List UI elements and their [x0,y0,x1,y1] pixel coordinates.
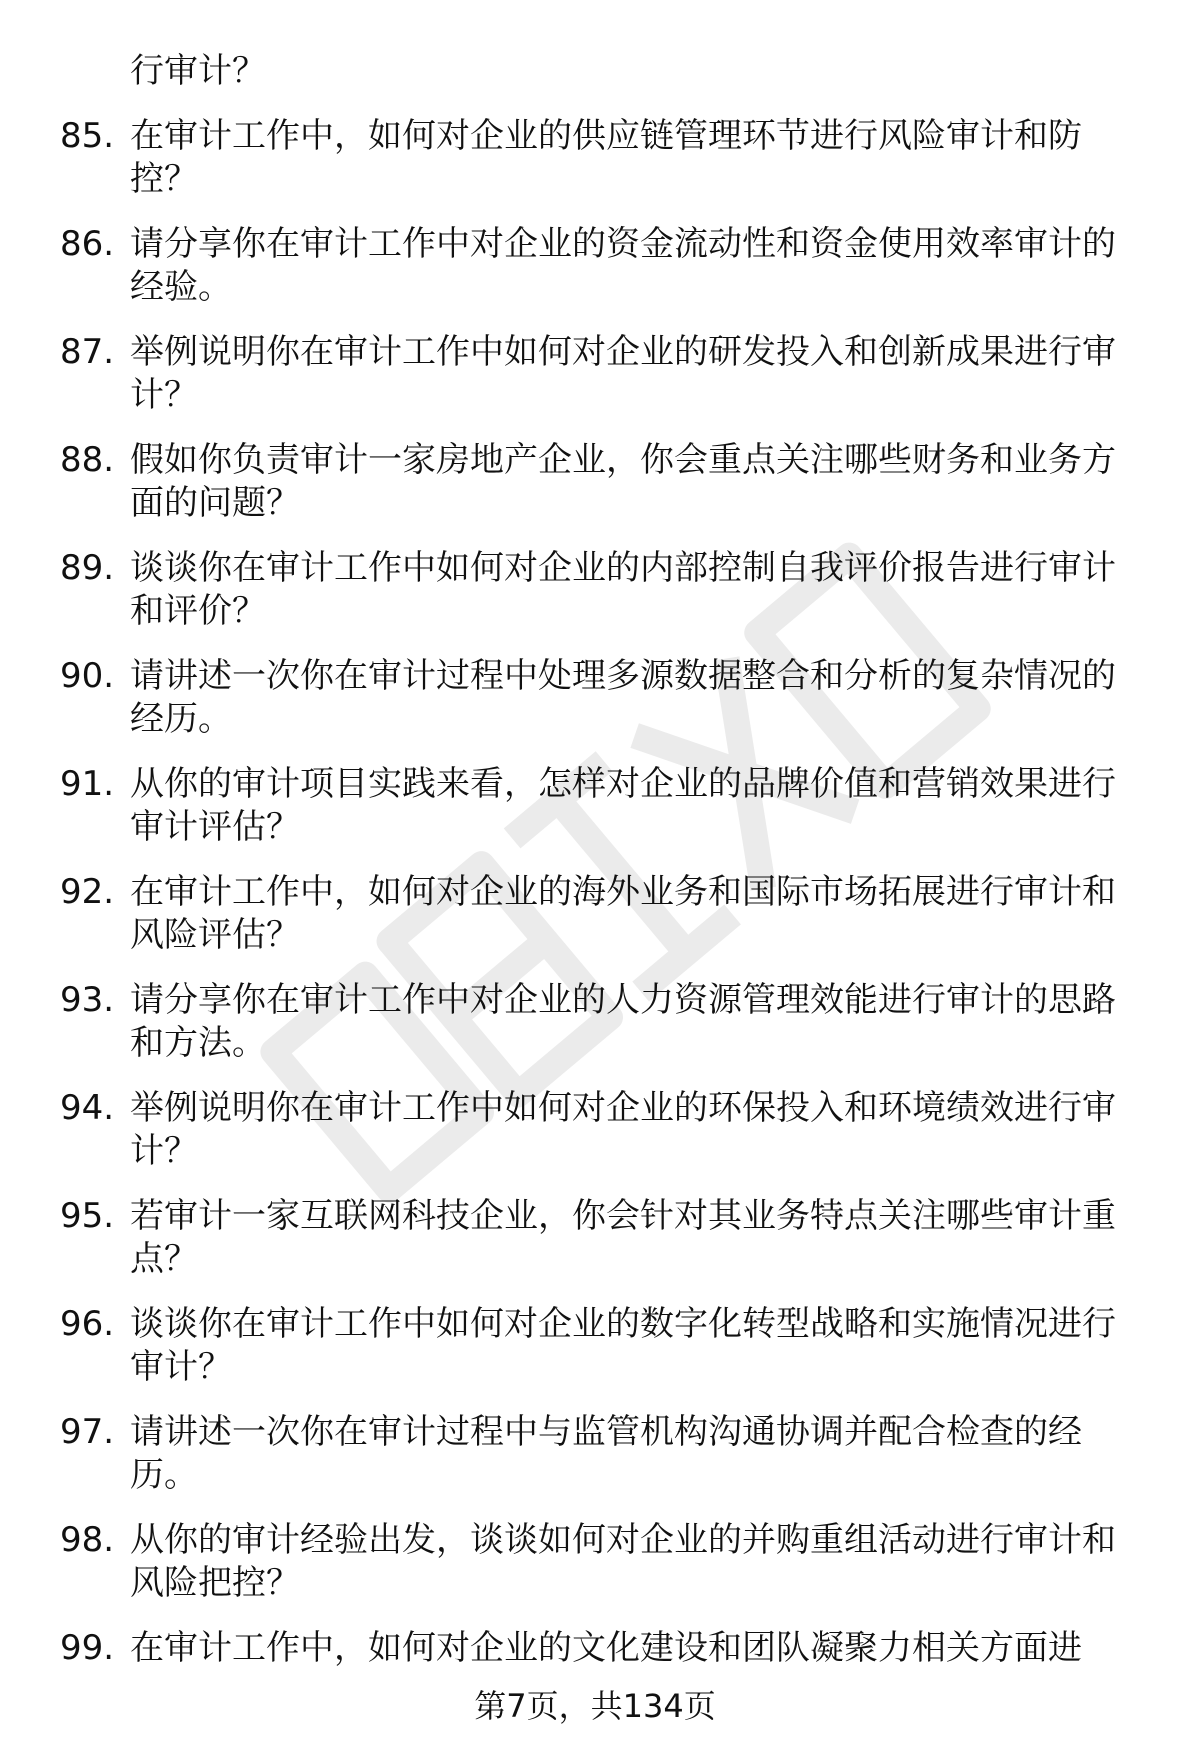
question-text: 谈谈你在审计工作中如何对企业的数字化转型战略和实施情况进行审计？ [130,1304,1116,1387]
question-text: 举例说明你在审计工作中如何对企业的环保投入和环境绩效进行审计？ [130,1088,1116,1171]
question-text: 举例说明你在审计工作中如何对企业的研发投入和创新成果进行审计？ [130,332,1116,415]
question-text: 请分享你在审计工作中对企业的资金流动性和资金使用效率审计的经验。 [130,224,1116,307]
question-number: 90. [60,656,115,696]
question-number: 98. [60,1520,115,1560]
list-item [60,115,1140,201]
list-item [60,763,1140,849]
question-text: 在审计工作中，如何对企业的海外业务和国际市场拓展进行审计和风险评估？ [130,872,1116,955]
list-item [60,331,1140,417]
list-item [60,1627,1140,1670]
question-text: 请讲述一次你在审计过程中处理多源数据整合和分析的复杂情况的经历。 [130,656,1116,739]
list-item [60,547,1140,633]
question-list [60,50,1140,1692]
question-text: 从你的审计经验出发，谈谈如何对企业的并购重组活动进行审计和风险把控？ [130,1520,1116,1603]
question-number: 93. [60,980,115,1020]
list-item [60,1411,1140,1497]
question-number: 94. [60,1088,115,1128]
question-number: 88. [60,440,115,480]
question-text: 从你的审计项目实践来看，怎样对企业的品牌价值和营销效果进行审计评估？ [130,764,1116,847]
page-footer [0,1686,1190,1726]
question-number: 92. [60,872,115,912]
list-item [60,1519,1140,1605]
question-number: 97. [60,1412,115,1452]
question-number: 86. [60,224,115,264]
question-text: 在审计工作中，如何对企业的供应链管理环节进行风险审计和防控？ [130,116,1082,199]
question-text: 请讲述一次你在审计过程中与监管机构沟通协调并配合检查的经历。 [130,1412,1082,1495]
question-text: 谈谈你在审计工作中如何对企业的内部控制自我评价报告进行审计和评价？ [130,548,1116,631]
list-item [60,1195,1140,1281]
list-item [60,655,1140,741]
question-number: 85. [60,116,115,156]
question-number: 99. [60,1628,115,1668]
question-text: 在审计工作中，如何对企业的文化建设和团队凝聚力相关方面进 [130,1628,1082,1668]
list-item [60,979,1140,1065]
continuation-text: 行审计？ [130,51,266,91]
list-item [60,223,1140,309]
list-item [60,871,1140,957]
question-text: 假如你负责审计一家房地产企业，你会重点关注哪些财务和业务方面的问题？ [130,440,1116,523]
question-text: 请分享你在审计工作中对企业的人力资源管理效能进行审计的思路和方法。 [130,980,1116,1063]
question-number: 89. [60,548,115,588]
question-number: 91. [60,764,115,804]
question-text: 若审计一家互联网科技企业，你会针对其业务特点关注哪些审计重点？ [130,1196,1116,1279]
page-number-label: 第7页，共134页 [474,1687,716,1725]
question-number: 95. [60,1196,115,1236]
list-item [60,439,1140,525]
question-number: 96. [60,1304,115,1344]
list-item [60,1303,1140,1389]
question-number: 87. [60,332,115,372]
list-item [60,1087,1140,1173]
